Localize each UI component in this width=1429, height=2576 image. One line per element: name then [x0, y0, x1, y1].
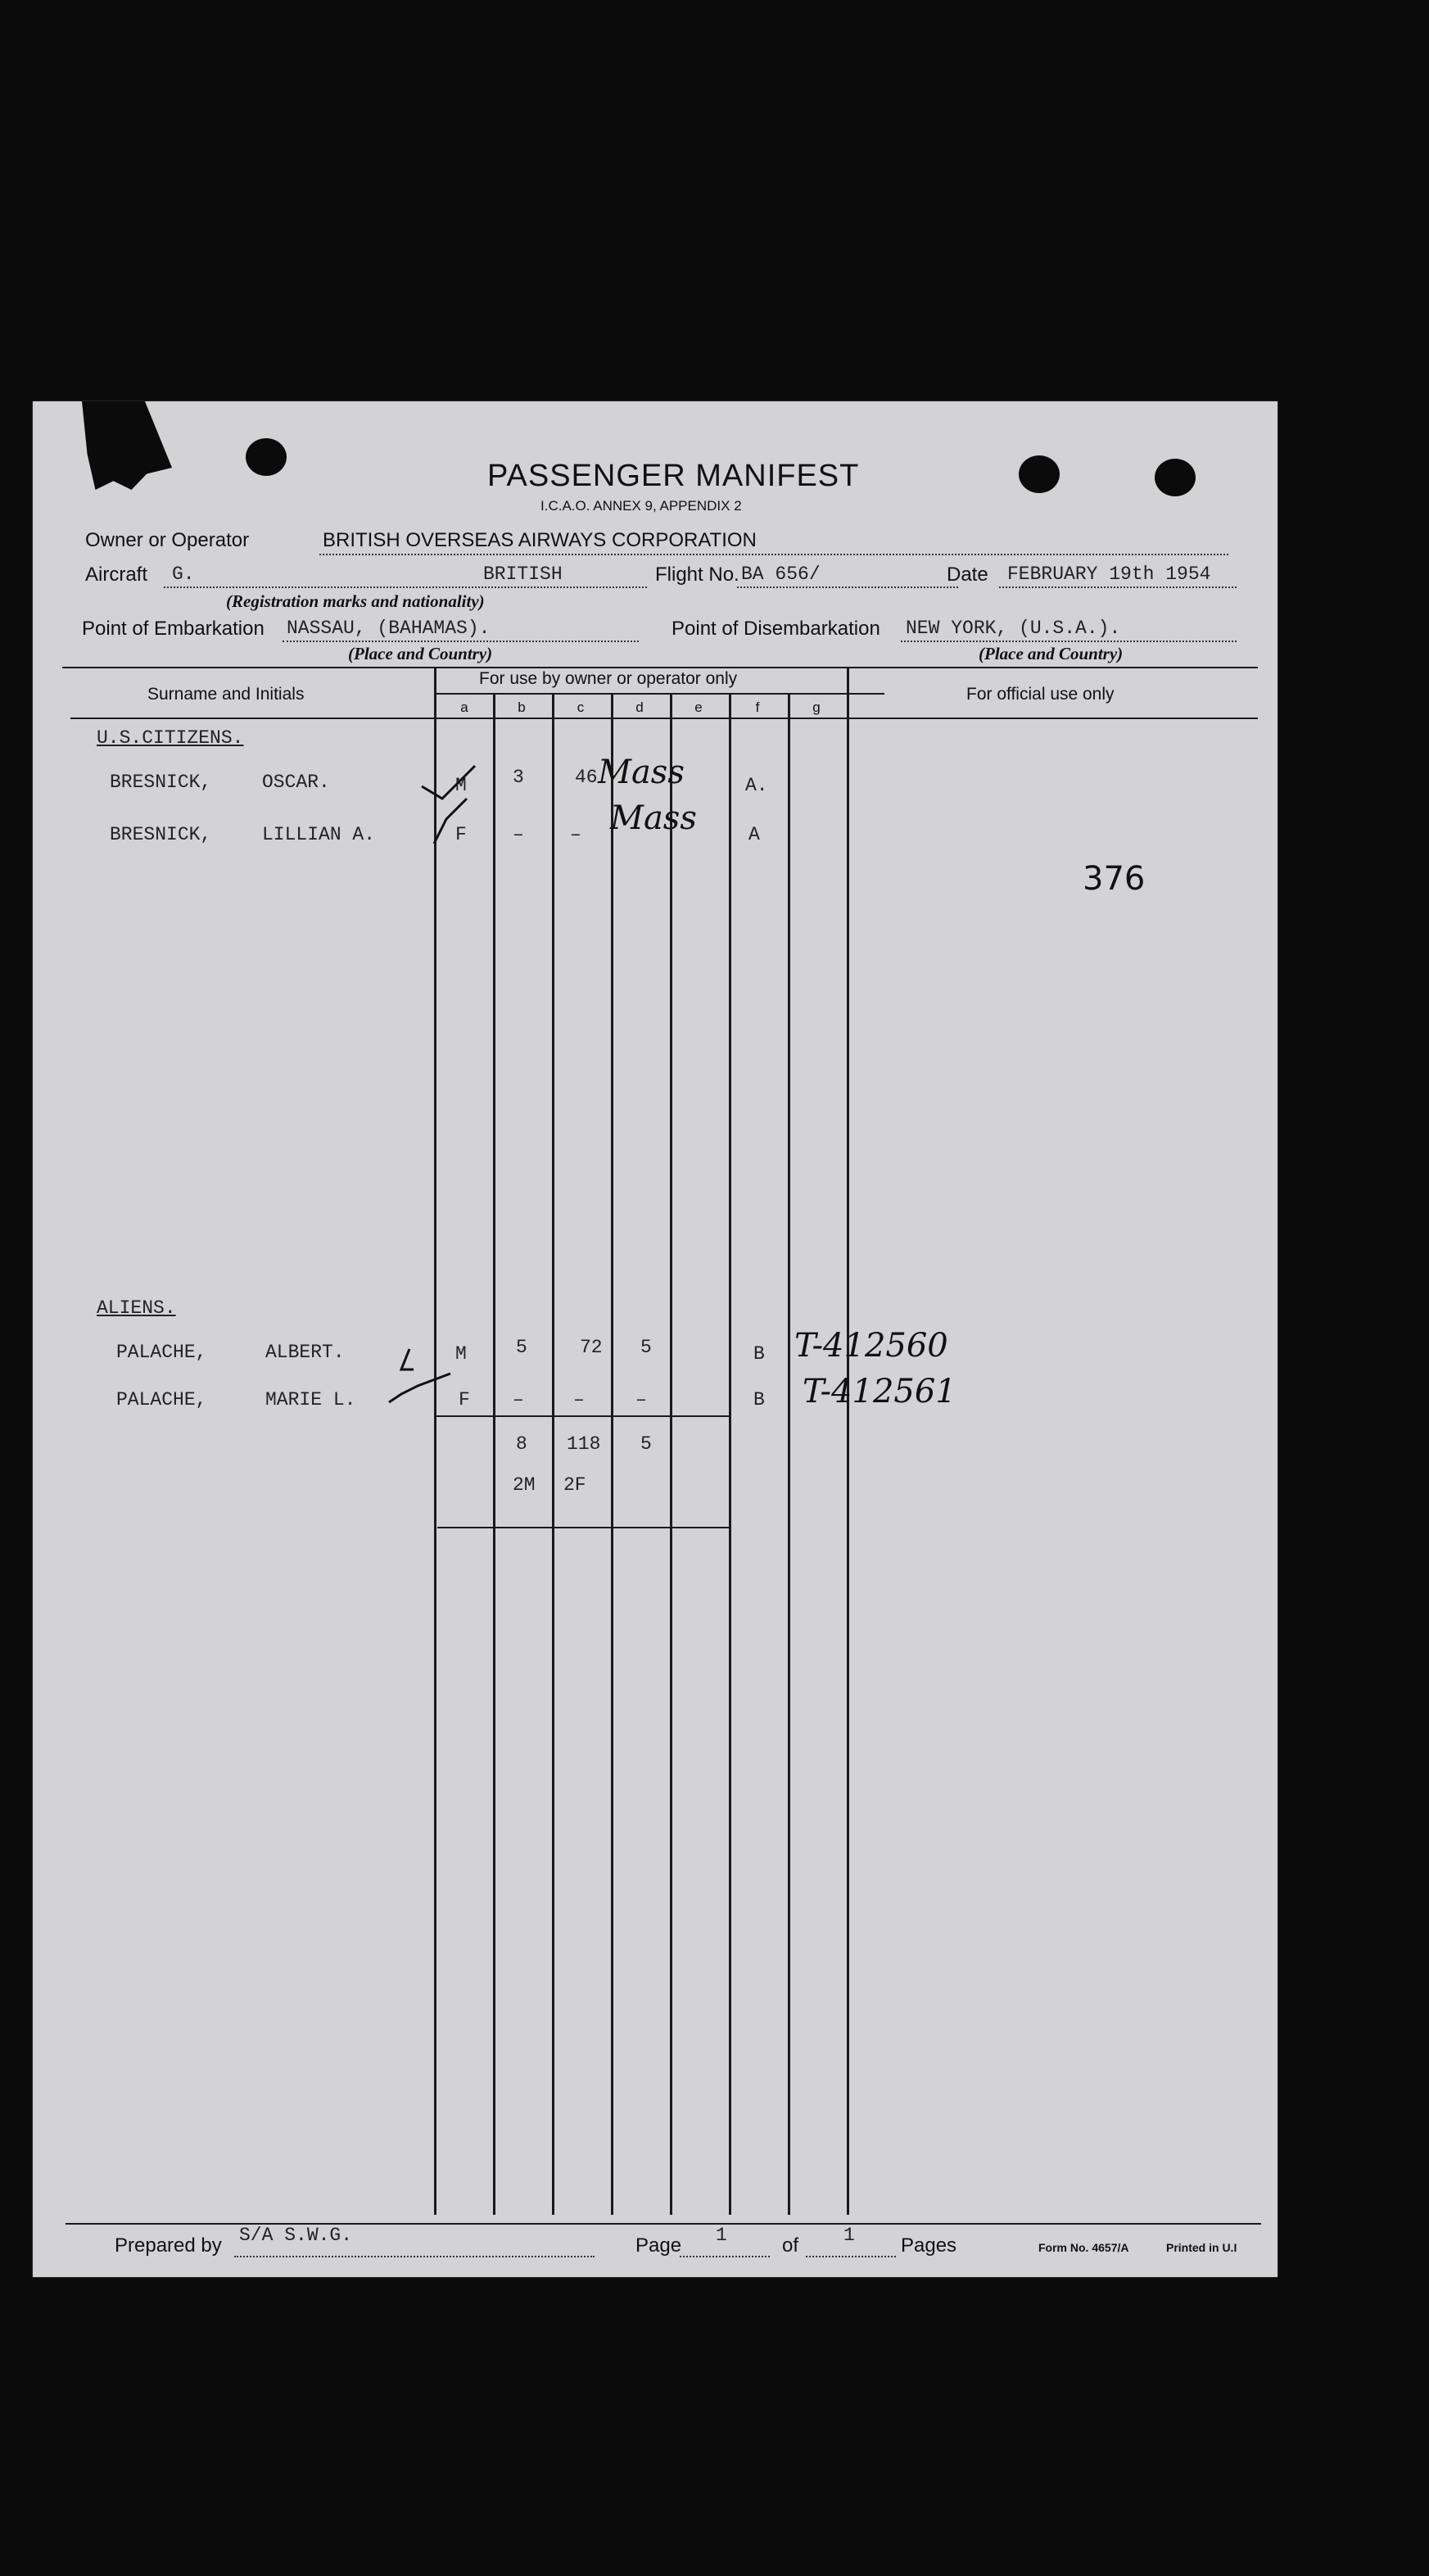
cell-c: – — [570, 824, 581, 845]
embark-value: NASSAU, (BAHAMAS). — [287, 618, 491, 639]
cell-d: 5 — [640, 1337, 652, 1358]
cell-a: M — [455, 1343, 467, 1365]
passenger-surname: BRESNICK, — [110, 772, 212, 793]
page-label: Page — [635, 2234, 682, 2257]
cell-a: M — [455, 775, 467, 796]
total-b-gender: 2M — [513, 1474, 536, 1496]
check-mark-icon — [385, 1345, 467, 1419]
form-subtitle: I.C.A.O. ANNEX 9, APPENDIX 2 — [540, 498, 742, 514]
owner-label: Owner or Operator — [85, 529, 250, 551]
disembark-label: Point of Disembarkation — [672, 618, 880, 640]
cell-c: – — [573, 1389, 585, 1410]
cell-c: 46 — [575, 767, 598, 788]
embark-note: (Place and Country) — [348, 644, 493, 663]
embark-label: Point of Embarkation — [82, 618, 265, 640]
of-dots — [806, 2256, 896, 2257]
passenger-surname: PALACHE, — [116, 1342, 207, 1363]
total-b: 8 — [516, 1433, 527, 1455]
passenger-surname: PALACHE, — [116, 1389, 207, 1410]
table-top-rule — [62, 667, 1258, 668]
passenger-initials: LILLIAN A. — [262, 824, 376, 845]
form-number: Form No. 4657/A — [1038, 2241, 1129, 2254]
passenger-surname: BRESNICK, — [110, 824, 212, 845]
check-mark-icon — [418, 762, 491, 852]
disembark-value: NEW YORK, (U.S.A.). — [906, 618, 1121, 639]
column-rule — [493, 693, 495, 2215]
of-label: of — [782, 2234, 799, 2257]
handwritten-state: Mass — [598, 754, 685, 791]
cell-d: – — [635, 1389, 647, 1410]
punch-hole — [1155, 459, 1196, 496]
flight-dots — [737, 586, 958, 588]
col-header-e: e — [694, 699, 703, 715]
disembark-dots — [901, 641, 1237, 642]
column-rule — [611, 693, 613, 2215]
date-label: Date — [947, 564, 988, 586]
of-value: 1 — [843, 2225, 855, 2246]
punch-hole — [246, 438, 287, 476]
aircraft-dots — [164, 586, 647, 588]
column-rule — [670, 693, 672, 2215]
totals-bottom-rule — [437, 1527, 729, 1528]
totals-top-rule — [434, 1415, 729, 1417]
owner-underline — [319, 554, 1228, 555]
prepared-value: S/A S.W.G. — [239, 2225, 353, 2246]
prepared-label: Prepared by — [115, 2234, 222, 2257]
manifest-sheet — [33, 401, 1278, 2277]
aircraft-value: G. — [172, 564, 195, 585]
pages-label: Pages — [901, 2234, 957, 2257]
column-rule — [434, 667, 436, 2215]
col-header-d: d — [635, 699, 644, 715]
aircraft-label: Aircraft — [85, 564, 148, 586]
stamp-number: 376 — [1083, 860, 1146, 898]
handwritten-official-number: T-412561 — [803, 1373, 956, 1410]
group-heading: ALIENS. — [97, 1297, 176, 1319]
prepared-dots — [234, 2256, 595, 2257]
name-column-header: Surname and Initials — [147, 685, 305, 704]
handwritten-state: Mass — [610, 799, 697, 837]
col-header-g: g — [812, 699, 821, 715]
cell-b: 3 — [513, 767, 524, 788]
column-rule — [847, 667, 849, 2215]
total-c: 118 — [567, 1433, 601, 1455]
handwritten-official-number: T-412560 — [794, 1327, 948, 1365]
date-value: FEBRUARY 19th 1954 — [1007, 564, 1211, 585]
total-d: 5 — [640, 1433, 652, 1455]
owner-value: BRITISH OVERSEAS AIRWAYS CORPORATION — [323, 529, 757, 551]
embark-dots — [283, 641, 639, 642]
punch-hole — [1019, 455, 1060, 493]
table-header-rule — [70, 718, 1258, 719]
cell-b: 5 — [516, 1337, 527, 1358]
total-c-gender: 2F — [563, 1474, 586, 1496]
aircraft-note: (Registration marks and nationality) — [226, 591, 485, 611]
printed-note: Printed in U.I — [1166, 2241, 1237, 2254]
flight-label: Flight No. — [655, 564, 739, 586]
aircraft-nationality: BRITISH — [483, 564, 563, 585]
col-header-a: a — [460, 699, 468, 715]
cell-f: A. — [745, 775, 768, 796]
cell-f: B — [753, 1389, 765, 1410]
passenger-initials: MARIE L. — [265, 1389, 356, 1410]
cell-f: B — [753, 1343, 765, 1365]
column-rule — [788, 693, 790, 2215]
cell-b: – — [513, 1389, 524, 1410]
torn-corner — [82, 401, 172, 490]
col-header-c: c — [577, 699, 585, 715]
operator-sub-rule — [436, 693, 884, 695]
cell-f: A — [748, 824, 760, 845]
col-header-f: f — [755, 699, 760, 715]
date-dots — [999, 586, 1237, 588]
col-header-b: b — [518, 699, 526, 715]
official-column-header: For official use only — [966, 685, 1115, 704]
cell-a: F — [459, 1389, 470, 1410]
flight-value: BA 656/ — [741, 564, 821, 585]
cell-a: F — [455, 824, 467, 845]
passenger-initials: ALBERT. — [265, 1342, 345, 1363]
passenger-initials: OSCAR. — [262, 772, 330, 793]
operator-column-header: For use by owner or operator only — [479, 669, 738, 688]
disembark-note: (Place and Country) — [979, 644, 1124, 663]
column-rule — [552, 693, 554, 2215]
cell-c: 72 — [580, 1337, 603, 1358]
page-dots — [680, 2256, 770, 2257]
form-title: PASSENGER MANIFEST — [487, 459, 860, 493]
group-heading: U.S.CITIZENS. — [97, 727, 244, 749]
column-rule — [729, 693, 731, 2215]
cell-b: – — [513, 824, 524, 845]
page-value: 1 — [716, 2225, 727, 2246]
